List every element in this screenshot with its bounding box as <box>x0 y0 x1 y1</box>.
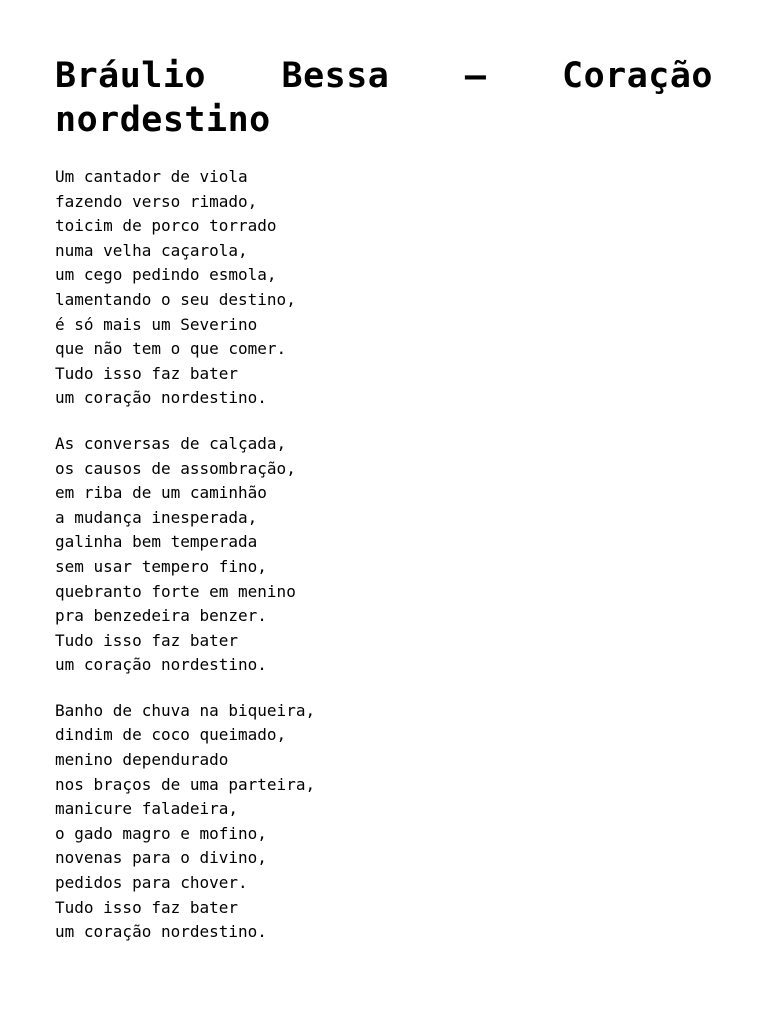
verse-line: um coração nordestino. <box>55 655 267 675</box>
verse-line: em riba de um caminhão <box>55 483 267 503</box>
verse-line: toicim de porco torrado <box>55 216 277 236</box>
verse-line: lamentando o seu destino, <box>55 289 296 309</box>
verse-line: fazendo verso rimado, <box>55 191 258 211</box>
poem-title-line-1: Bráulio Bessa – Coração <box>55 56 713 96</box>
verse-line: Um cantador de viola <box>55 167 248 186</box>
verse-line: nos braços de uma parteira, <box>55 774 316 794</box>
verse-line: galinha bem temperada <box>55 532 258 552</box>
verse-line: Tudo isso faz bater <box>55 897 239 917</box>
poem-title-line-2: nordestino <box>55 100 271 140</box>
verse-line: um coração nordestino. <box>55 388 267 408</box>
verse-line: a mudança inesperada, <box>55 507 258 527</box>
verse-line: um coração nordestino. <box>55 922 267 942</box>
verse-line: sem usar tempero fino, <box>55 556 267 576</box>
poem-title <box>55 54 713 142</box>
verse-line: pedidos para chover. <box>55 873 248 893</box>
verse-line: que não tem o que comer. <box>55 339 287 359</box>
verse-line: manicure faladeira, <box>55 799 239 819</box>
verse-line: quebranto forte em menino <box>55 581 296 601</box>
stanza-3 <box>55 699 713 945</box>
verse-line: pra benzedeira benzer. <box>55 606 267 626</box>
stanza-1 <box>55 165 713 411</box>
verse-line: Tudo isso faz bater <box>55 630 239 650</box>
verse-line: Banho de chuva na biqueira, <box>55 700 316 720</box>
verse-line: menino dependurado <box>55 750 229 770</box>
verse-line: novenas para o divino, <box>55 848 267 868</box>
verse-line: numa velha caçarola, <box>55 240 248 260</box>
poem-page <box>55 54 713 945</box>
verse-line: Tudo isso faz bater <box>55 363 239 383</box>
verse-line: o gado magro e mofino, <box>55 823 267 843</box>
verse-line: As conversas de calçada, <box>55 433 287 453</box>
verse-line: é só mais um Severino <box>55 314 258 334</box>
verse-line: um cego pedindo esmola, <box>55 265 277 285</box>
verse-line: os causos de assombração, <box>55 458 296 478</box>
stanza-2 <box>55 432 713 678</box>
verse-line: dindim de coco queimado, <box>55 725 287 745</box>
